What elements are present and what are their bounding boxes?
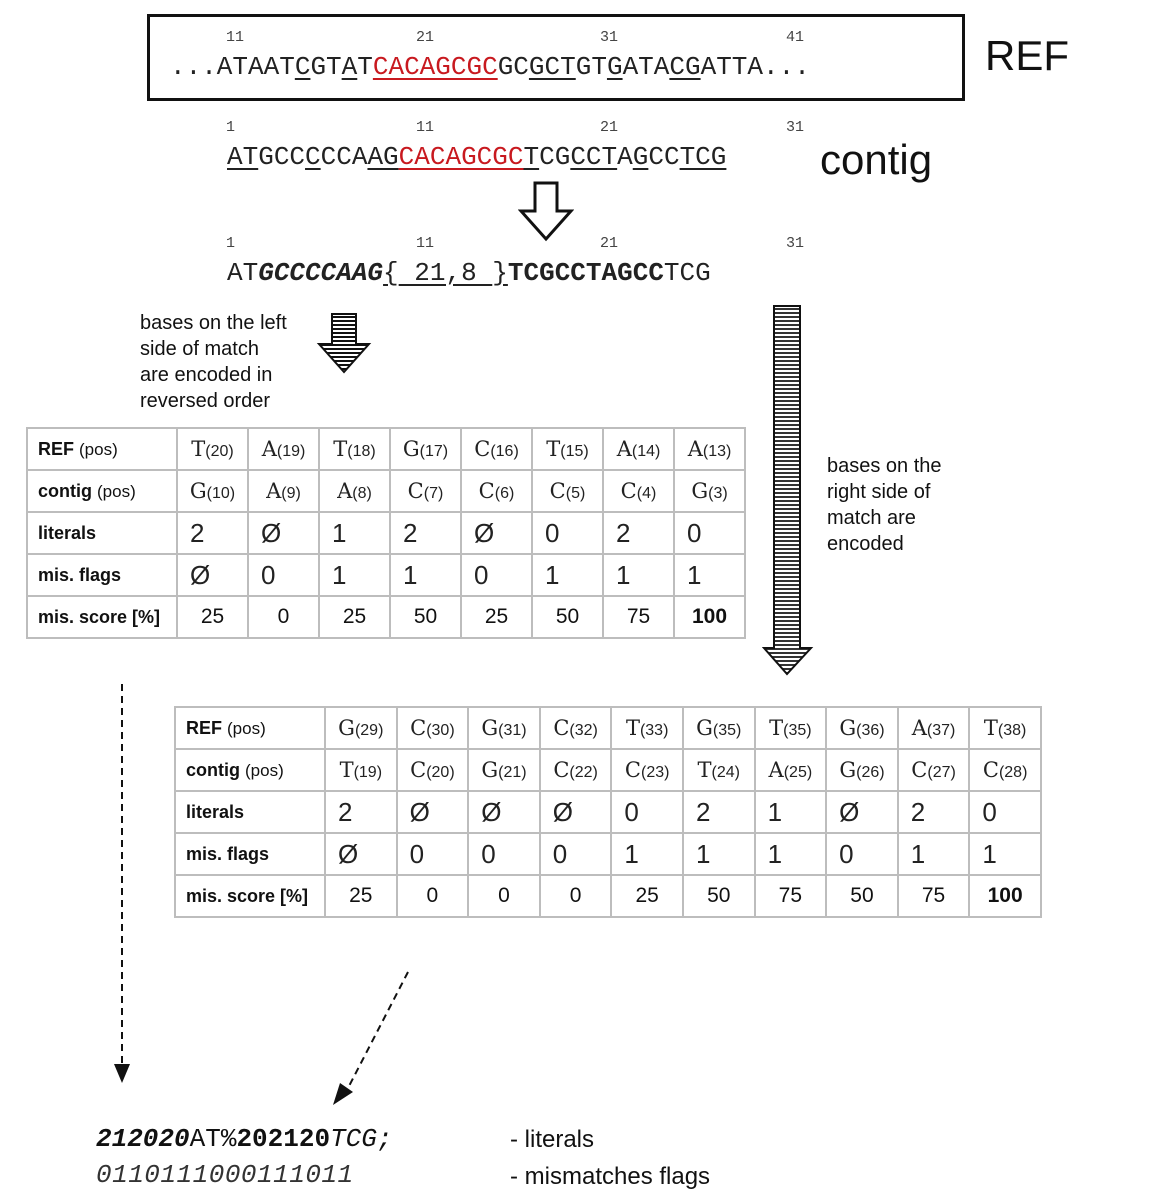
ref-seq-segment: G [606, 52, 623, 82]
row-label-contig: contig (pos) [27, 470, 177, 512]
contig-seq-segment: T [523, 142, 540, 172]
row-label-ref: REF (pos) [27, 428, 177, 470]
cell-flags: 1 [674, 554, 745, 596]
cell-literals: 0 [611, 791, 683, 833]
cell-contig: C(4) [603, 470, 674, 512]
cell-flags: Ø [325, 833, 397, 875]
ref-seq-segment: GC [497, 52, 529, 82]
cell-score: 0 [248, 596, 319, 638]
ref-seq-segment: ATA [622, 52, 670, 82]
contig-position-21: 21 [600, 119, 619, 136]
cell-score: 25 [319, 596, 390, 638]
legend-literals: - literals [510, 1126, 595, 1153]
cell-contig: A(25) [755, 749, 827, 791]
encoded-match-reference: { 21,8 } [383, 258, 508, 288]
contig-seq-segment: GCC [258, 142, 306, 172]
cell-score: 25 [325, 875, 397, 917]
cell-literals: 2 [177, 512, 248, 554]
encoded-contig [227, 258, 711, 288]
cell-flags: 0 [461, 554, 532, 596]
cell-contig: G(21) [468, 749, 540, 791]
cell-score: 0 [468, 875, 540, 917]
row-label-contig: contig (pos) [175, 749, 325, 791]
encoded-left-bases: GCCCCAAG [258, 258, 384, 288]
encoded-prefix: AT [227, 258, 259, 288]
cell-flags: 0 [826, 833, 898, 875]
cell-flags: 1 [319, 554, 390, 596]
cell-ref: T(15) [532, 428, 603, 470]
contig-sequence [227, 142, 726, 172]
ref-seq-segment: T [357, 52, 373, 82]
ref-seq-segment: GCT [528, 52, 576, 82]
table-row-literals [27, 512, 745, 554]
cell-literals: 0 [969, 791, 1041, 833]
row-label-score: mis. score [%] [175, 875, 325, 917]
contig-seq-segment: AG [367, 142, 399, 172]
encoded-position-1: 1 [226, 235, 236, 252]
cell-flags: 1 [898, 833, 970, 875]
cell-contig: C(27) [898, 749, 970, 791]
cell-ref: C(16) [461, 428, 532, 470]
cell-literals: 2 [683, 791, 755, 833]
contig-position-31: 31 [786, 119, 805, 136]
cell-score: 25 [177, 596, 248, 638]
transform-arrow-icon [518, 181, 574, 243]
cell-literals: Ø [468, 791, 540, 833]
cell-literals: 2 [325, 791, 397, 833]
cell-contig: T(19) [325, 749, 397, 791]
table-row-flags [27, 554, 745, 596]
contig-label: contig [820, 136, 933, 183]
cell-ref: C(30) [397, 707, 469, 749]
row-label-ref: REF (pos) [175, 707, 325, 749]
cell-contig: A(9) [248, 470, 319, 512]
row-label-flags: mis. flags [175, 833, 325, 875]
cell-score: 25 [461, 596, 532, 638]
cell-ref: T(20) [177, 428, 248, 470]
table-row-score [27, 596, 745, 638]
cell-flags: 1 [755, 833, 827, 875]
cell-ref: T(38) [969, 707, 1041, 749]
ref-seq-segment: ...ATAAT [170, 52, 295, 82]
cell-flags: 0 [468, 833, 540, 875]
cell-score: 0 [397, 875, 469, 917]
cell-score: 50 [390, 596, 461, 638]
cell-literals: Ø [397, 791, 469, 833]
contig-seq-segment: CCT [570, 142, 618, 172]
output-dashed-arrows [100, 680, 430, 1110]
cell-ref: G(17) [390, 428, 461, 470]
ref-position-31: 31 [600, 29, 619, 46]
cell-ref: A(19) [248, 428, 319, 470]
cell-flags: 1 [969, 833, 1041, 875]
cell-literals: 1 [319, 512, 390, 554]
cell-flags: 0 [540, 833, 612, 875]
cell-contig: C(22) [540, 749, 612, 791]
cell-score: 100 [674, 596, 745, 638]
ref-label: REF [985, 32, 1069, 79]
cell-score: 75 [898, 875, 970, 917]
cell-contig: C(23) [611, 749, 683, 791]
ref-seq-segment: CACAGCGC [372, 52, 498, 82]
cell-ref: G(29) [325, 707, 397, 749]
cell-flags: 0 [248, 554, 319, 596]
ref-seq-segment: A [341, 52, 358, 82]
cell-score: 50 [826, 875, 898, 917]
contig-seq-segment: TCG [679, 142, 727, 172]
cell-flags: 1 [683, 833, 755, 875]
cell-ref: A(14) [603, 428, 674, 470]
cell-flags: 0 [397, 833, 469, 875]
cell-literals: 0 [532, 512, 603, 554]
right-striped-arrow-icon [762, 304, 814, 676]
cell-flags: 1 [603, 554, 674, 596]
contig-seq-segment: A [617, 142, 633, 172]
cell-score: 75 [603, 596, 674, 638]
table-row-contig [27, 470, 745, 512]
cell-score: 0 [540, 875, 612, 917]
cell-literals: 2 [898, 791, 970, 833]
contig-seq-segment: CG [539, 142, 571, 172]
cell-contig: C(28) [969, 749, 1041, 791]
cell-flags: 1 [532, 554, 603, 596]
cell-score: 50 [532, 596, 603, 638]
ref-seq-segment: GT [575, 52, 607, 82]
cell-contig: C(5) [532, 470, 603, 512]
cell-contig: G(26) [826, 749, 898, 791]
contig-seq-segment: CC [648, 142, 680, 172]
legend-mismatch-flags: - mismatches flags [510, 1163, 711, 1190]
cell-literals: Ø [826, 791, 898, 833]
cell-ref: A(13) [674, 428, 745, 470]
cell-contig: G(3) [674, 470, 745, 512]
table-row-ref [27, 428, 745, 470]
cell-literals: Ø [248, 512, 319, 554]
right-side-note: bases on the right side of match are encoded [827, 455, 942, 555]
cell-literals: 2 [603, 512, 674, 554]
left-striped-arrow-icon [316, 312, 372, 376]
row-label-literals: literals [175, 791, 325, 833]
contig-position-1: 1 [226, 119, 236, 136]
cell-flags: Ø [177, 554, 248, 596]
ref-position-21: 21 [416, 29, 435, 46]
ref-seq-segment: GT [310, 52, 342, 82]
cell-contig: C(6) [461, 470, 532, 512]
cell-score: 75 [755, 875, 827, 917]
contig-seq-segment: AT [227, 142, 259, 172]
contig-seq-segment: G [632, 142, 649, 172]
cell-contig: C(20) [397, 749, 469, 791]
encoded-position-11: 11 [416, 235, 435, 252]
ref-seq-segment: CG [669, 52, 701, 82]
cell-ref: T(18) [319, 428, 390, 470]
left-side-encoding-table [26, 427, 746, 639]
encoded-right-bases: TCGCCTAGCC [507, 258, 664, 288]
output-flags-stream: 0110111000111011 [96, 1160, 354, 1190]
row-label-flags: mis. flags [27, 554, 177, 596]
ref-seq-segment: C [294, 52, 311, 82]
ref-sequence [170, 52, 810, 82]
row-label-literals: literals [27, 512, 177, 554]
cell-ref: G(35) [683, 707, 755, 749]
cell-ref: T(33) [611, 707, 683, 749]
cell-score: 100 [969, 875, 1041, 917]
row-label-score: mis. score [%] [27, 596, 177, 638]
cell-ref: G(36) [826, 707, 898, 749]
cell-literals: Ø [540, 791, 612, 833]
contig-seq-segment: C [305, 142, 321, 172]
cell-contig: C(7) [390, 470, 461, 512]
encoded-suffix: TCG [663, 258, 711, 288]
cell-score: 50 [683, 875, 755, 917]
contig-seq-segment: CACAGCGC [398, 142, 524, 172]
encoded-position-21: 21 [600, 235, 619, 252]
cell-contig: A(8) [319, 470, 390, 512]
ref-position-41: 41 [786, 29, 805, 46]
output-literals-stream: 212020AT%202120TCG; [96, 1124, 393, 1154]
cell-contig: T(24) [683, 749, 755, 791]
cell-literals: 1 [755, 791, 827, 833]
cell-flags: 1 [390, 554, 461, 596]
left-side-note: bases on the left side of match are encoded in reversed order [140, 312, 287, 412]
cell-literals: 0 [674, 512, 745, 554]
cell-ref: G(31) [468, 707, 540, 749]
cell-score: 25 [611, 875, 683, 917]
cell-contig: G(10) [177, 470, 248, 512]
contig-position-11: 11 [416, 119, 435, 136]
cell-flags: 1 [611, 833, 683, 875]
encoded-position-31: 31 [786, 235, 805, 252]
ref-seq-segment: ATTA... [700, 52, 810, 82]
cell-ref: C(32) [540, 707, 612, 749]
cell-ref: A(37) [898, 707, 970, 749]
contig-seq-segment: CCA [320, 142, 368, 172]
cell-literals: 2 [390, 512, 461, 554]
cell-literals: Ø [461, 512, 532, 554]
cell-ref: T(35) [755, 707, 827, 749]
ref-position-11: 11 [226, 29, 245, 46]
